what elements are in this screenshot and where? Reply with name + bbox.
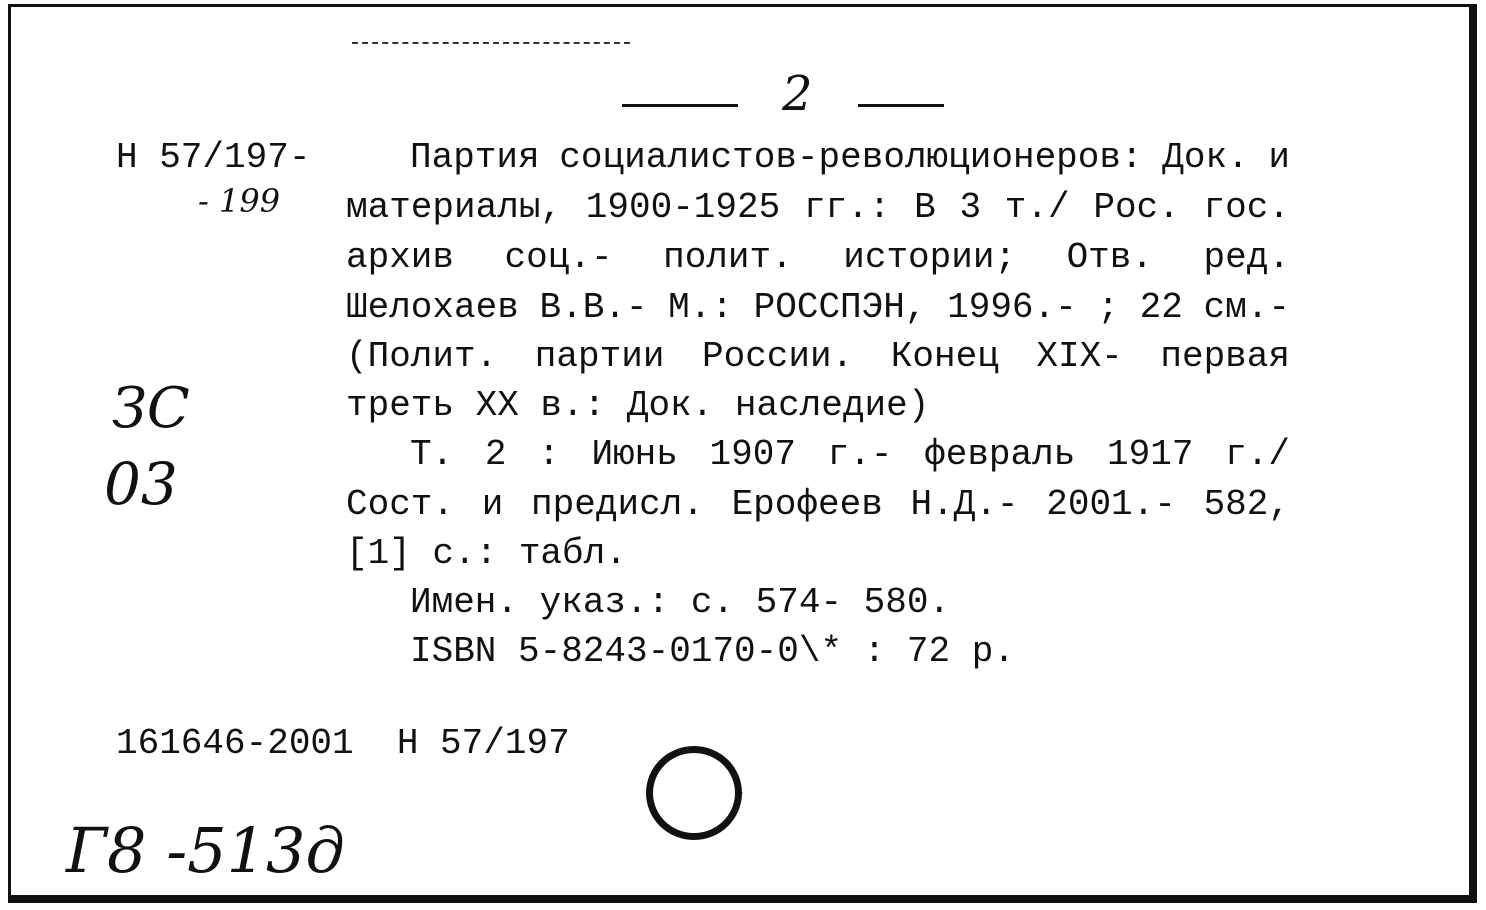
- page-number: 2: [782, 66, 813, 122]
- title-word: архив: [346, 237, 455, 278]
- title-line: [410, 137, 1290, 178]
- volume-line: [346, 484, 1290, 525]
- title-word: XIX-: [1036, 336, 1123, 377]
- title-word: 3: [959, 187, 982, 228]
- title-word: и: [1268, 137, 1290, 178]
- title-line: [346, 237, 1290, 278]
- title-word: В: [914, 187, 936, 228]
- title-word: Шелохаев: [346, 287, 519, 328]
- title-word: 1996.-: [947, 287, 1077, 328]
- title-word: М.:: [668, 287, 733, 328]
- volume-word: февраль: [924, 434, 1076, 475]
- title-last-line: треть XX в.: Док. наследие): [346, 385, 930, 426]
- title-word: первая: [1160, 336, 1290, 377]
- volume-word: Сост.: [346, 484, 455, 525]
- volume-word: 2: [484, 434, 507, 475]
- volume-word: 1917: [1107, 434, 1194, 475]
- title-word: т./: [1004, 187, 1070, 228]
- title-word: Рос.: [1093, 187, 1180, 228]
- title-word: гос.: [1203, 187, 1290, 228]
- title-line: [346, 287, 1290, 328]
- title-word: 1900-1925: [585, 187, 781, 228]
- title-word: Док.: [1162, 137, 1249, 178]
- title-word: партии: [534, 336, 665, 377]
- volume-word: Т.: [410, 434, 454, 475]
- volume-word: Июнь: [591, 434, 678, 475]
- title-word: РОССПЭН,: [753, 287, 927, 328]
- call-number-top: Н 57/197-: [116, 137, 311, 178]
- title-word: социалистов-революционеров:: [559, 137, 1143, 178]
- volume-last-line: [1] с.: табл.: [346, 533, 627, 574]
- page-number-right-dash: [858, 104, 944, 107]
- title-word: России.: [701, 336, 854, 377]
- stamp-circle: [646, 746, 742, 840]
- handwritten-bottom-code: Г8 -513д: [66, 814, 345, 887]
- volume-word: :: [538, 434, 560, 475]
- volume-word: 2001.-: [1046, 484, 1176, 525]
- title-word: Партия: [410, 137, 540, 178]
- title-word: В.В.-: [539, 287, 648, 328]
- isbn-line: ISBN 5-8243-0170-0\* : 72 р.: [410, 631, 1015, 672]
- stamp-mark: ⸗: [734, 780, 743, 810]
- title-line: [346, 187, 1290, 228]
- handwritten-code-1: ЗС: [112, 376, 190, 441]
- volume-word: Ерофеев: [731, 484, 883, 525]
- page-number-left-dash: [622, 104, 738, 107]
- title-word: ;: [1097, 287, 1120, 328]
- volume-line: [410, 434, 1290, 475]
- title-word: см.-: [1203, 287, 1290, 328]
- title-word: 22: [1139, 287, 1183, 328]
- inventory-number: 161646-2001 Н 57/197: [116, 723, 570, 764]
- index-note: Имен. указ.: с. 574- 580.: [410, 582, 951, 623]
- title-word: материалы,: [346, 187, 563, 228]
- title-word: гг.:: [803, 187, 891, 228]
- call-number-range: - 199: [198, 182, 281, 220]
- title-word: истории;: [843, 237, 1017, 278]
- title-word: (Полит.: [346, 336, 498, 377]
- volume-word: 582,: [1203, 484, 1290, 525]
- title-word: ред.: [1203, 237, 1290, 278]
- volume-word: 1907: [709, 434, 796, 475]
- volume-word: Н.Д.-: [910, 484, 1019, 525]
- volume-word: г./: [1225, 434, 1290, 475]
- title-word: полит.: [663, 237, 793, 278]
- volume-word: и: [481, 484, 504, 525]
- title-word: соц.-: [504, 237, 613, 278]
- volume-word: г.-: [827, 434, 893, 475]
- title-line: [346, 336, 1290, 377]
- title-word: Отв.: [1066, 237, 1153, 278]
- top-dashed-rule: [352, 42, 630, 44]
- title-word: Конец: [890, 336, 999, 377]
- handwritten-code-2: 03: [104, 450, 178, 518]
- volume-word: предисл.: [531, 484, 704, 525]
